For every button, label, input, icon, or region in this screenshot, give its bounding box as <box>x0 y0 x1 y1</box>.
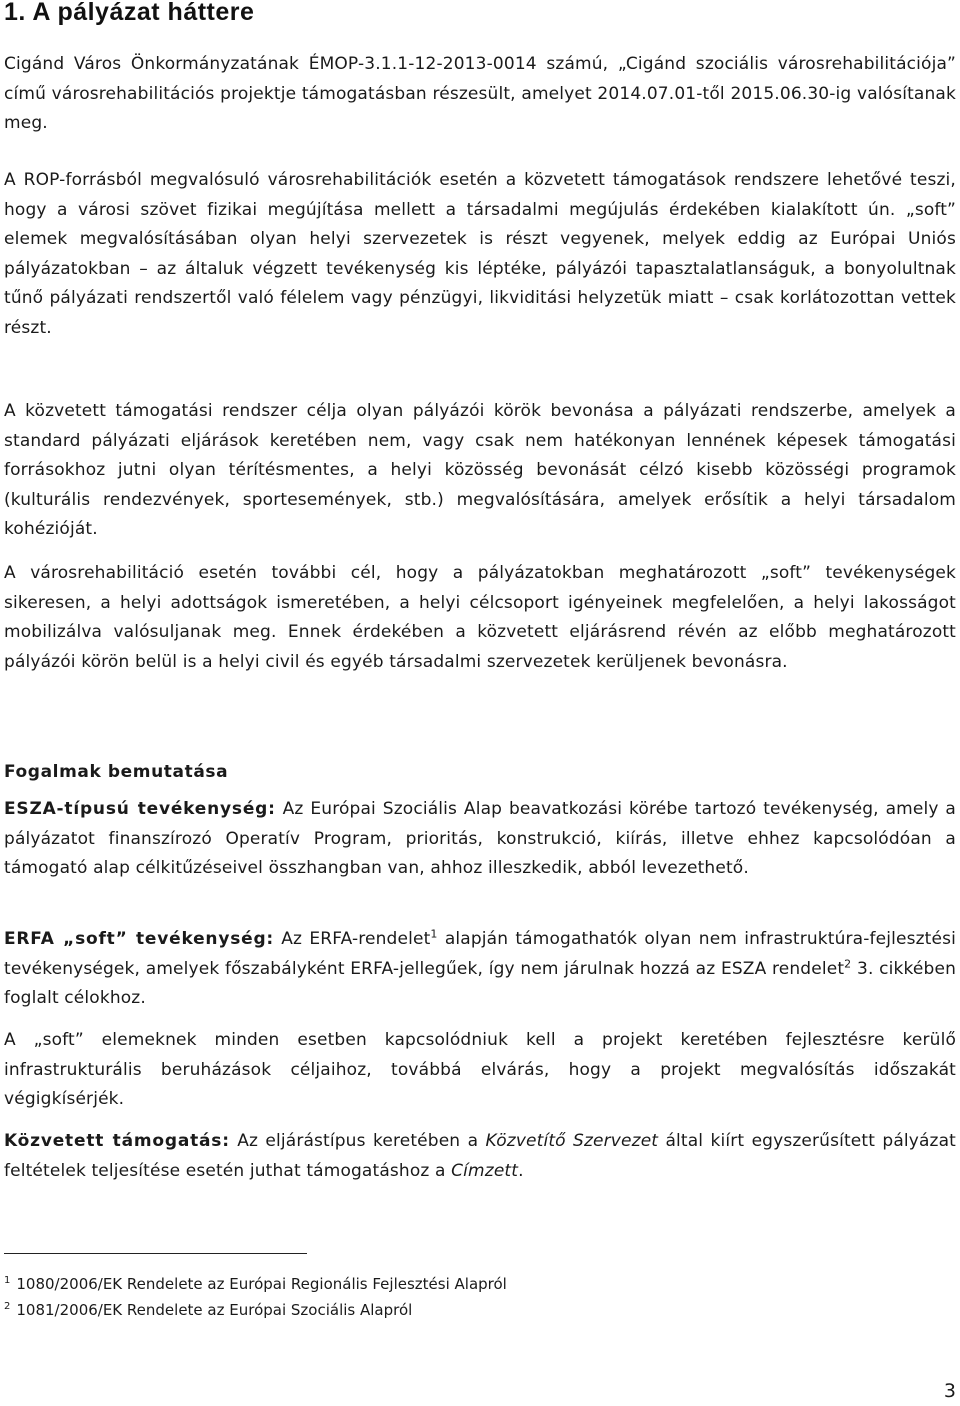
kozvetett-text-b: által kiírt egyszerűsített pályázat feltételek teljesítése esetén juthat támogatáshoz a <box>4 1131 956 1181</box>
esza-text: Az Európai Szociális Alap beavatkozási körébe tartozó tevékenység, amely a pályázatot finanszírozó Operatív Program, prioritás, konstrukció, kiírás, illetve ehhez kapcsolódóan a támogató alap célkitűzéseivel összhangban van, ahhoz illeszkedik, abból levezethető. <box>4 799 956 878</box>
rop-paragraph: A ROP-forrásból megvalósuló városrehabilitációk esetén a közvetett támogatások rendszere lehetővé teszi, hogy a városi szövet fizikai megújítása mellett a társadalmi megújulás érdekében kialakított ún. „soft” elemek megvalósításában olyan helyi szervezetek is részt vegyenek, melyek eddig az Európai Uniós pályázatokban – az általuk végzett tevékenység kis léptéke, pályázói tapasztalatlanságuk, a bonyolultnak tűnő pályázati rendszertől való félelem vagy pénzügyi, likviditási helyzetük miatt – csak korlátozottan vettek részt. <box>4 170 956 338</box>
kozvetett-text-a: Az eljárástípus keretében a <box>237 1131 479 1151</box>
erfa-text-c: 3. cikkében foglalt célokhoz. <box>4 958 956 1008</box>
esza-definition <box>4 795 956 884</box>
kozvetett-rendszer-paragraph: A közvetett támogatási rendszer célja olyan pályázói körök bevonása a pályázati rendszerbe, amelyek a standard pályázati eljárások keretében nem, vagy csak nem hatékonyan lennének képesek támogatási forrásokhoz jutni olyan térítésmentes, a helyi közösség bevonását célzó kisebb közösségi programok (kulturális rendezvények, sportesemények, stb.) megvalósítására, amelyek erősítik a helyi társadalom kohézióját. <box>4 401 956 539</box>
footnote-separator <box>4 1253 307 1254</box>
kozvetito-szervezet-term: Közvetítő Szervezet <box>485 1131 659 1151</box>
erfa-definition <box>4 925 956 1014</box>
kozvetett-definition <box>4 1127 956 1186</box>
intro-paragraph: Cigánd Város Önkormányzatának ÉMOP-3.1.1-12-2013-0014 számú, „Cigánd szociális városrehabilitációja” című városrehabilitációs projektje támogatásban részesült, amelyet 2014.07.01-től 2015.06.30-ig valósítanak meg. <box>4 54 956 133</box>
erfa-text-b: alapján támogathatók olyan nem infrastruktúra-fejlesztési tevékenységek, amelyek főszabályként ERFA-jellegűek, így nem járulnak hozzá az ESZA rendelet <box>4 929 956 979</box>
footnote-1-text: 1080/2006/EK Rendelete az Európai Regionális Fejlesztési Alapról <box>16 1275 507 1293</box>
page-number: 3 <box>943 1380 956 1402</box>
varosrehabilitacio-paragraph: A városrehabilitáció esetén további cél, hogy a pályázatokban meghatározott „soft” tevékenységek sikeresen, a helyi adottságok ismeretében, a helyi célcsoport igényeinek megfelelően, a helyi lakosságot mobilizálva valósuljanak meg. Ennek érdekében a közvetett eljárásrend révén az előbb meghatározott pályázói körön belül is a helyi civil és egyéb társadalmi szervezetek kerüljenek bevonásra. <box>4 563 956 672</box>
erfa-term: ERFA „soft” tevékenység: <box>4 929 275 949</box>
footnote-2-text: 1081/2006/EK Rendelete az Európai Szociális Alapról <box>16 1301 413 1319</box>
erfa-text-a: Az ERFA-rendelet <box>281 929 431 949</box>
footnote-1-number: 1 <box>4 1275 11 1286</box>
kozvetett-term: Közvetett támogatás: <box>4 1131 230 1151</box>
footnote-ref-1[interactable]: 1 <box>430 927 438 941</box>
footnote-2-number: 2 <box>4 1301 11 1312</box>
section-heading: 1. A pályázat háttere <box>4 0 255 26</box>
fogalmak-title: Fogalmak bemutatása <box>4 762 229 782</box>
soft-elements-paragraph: A „soft” elemeknek minden esetben kapcsolódniuk kell a projekt keretében fejlesztésre kerülő infrastrukturális beruházások céljaihoz, továbbá elvárás, hogy a projekt megvalósítás időszakát végigkísérjék. <box>4 1030 956 1109</box>
footnote-1 <box>4 1275 507 1293</box>
footnote-2 <box>4 1301 412 1319</box>
kozvetett-text-c: . <box>518 1160 524 1181</box>
cimzett-term: Címzett <box>451 1160 519 1181</box>
esza-term: ESZA-típusú tevékenység: <box>4 799 276 819</box>
footnote-ref-2[interactable]: 2 <box>844 956 852 970</box>
